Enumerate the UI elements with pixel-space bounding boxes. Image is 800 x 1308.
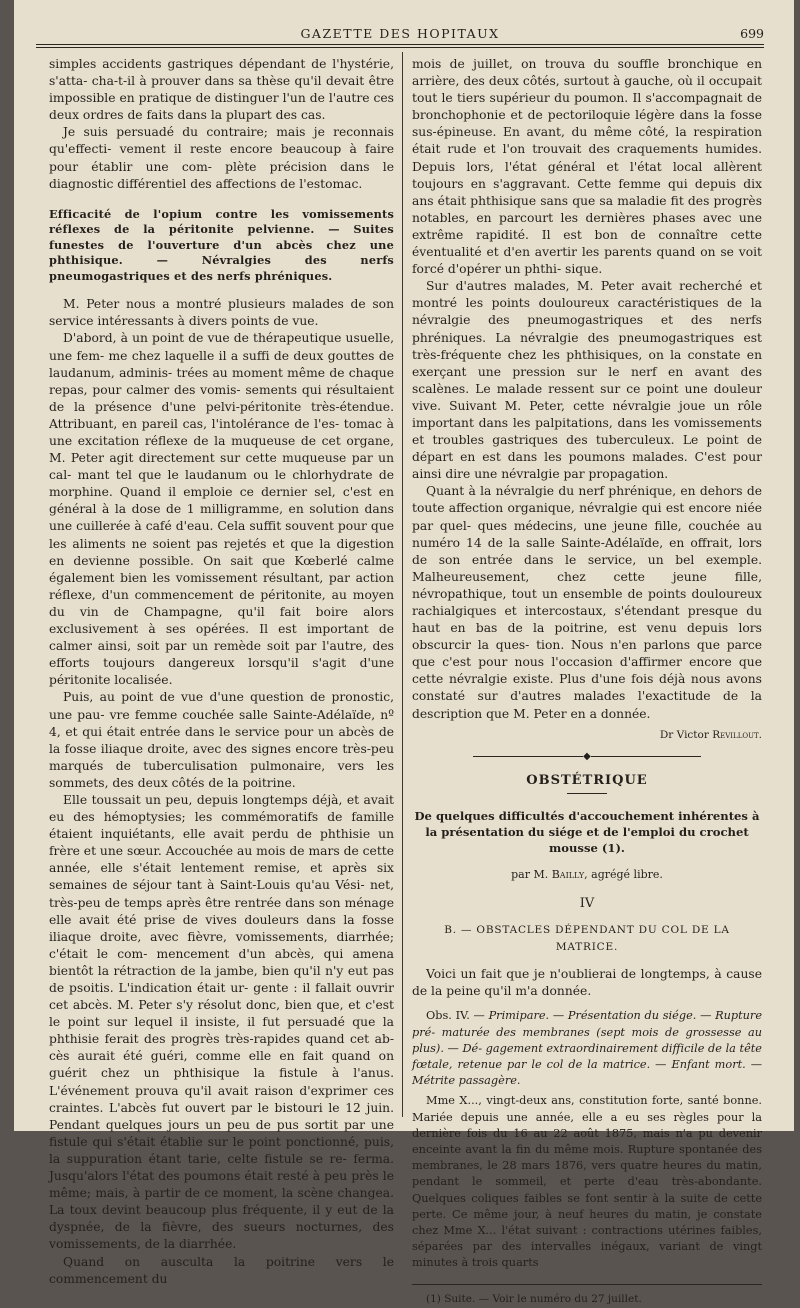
page-number: 699 bbox=[740, 26, 764, 41]
article-title: De quelques difficultés d'accouchement inhérentes à la présentation du siége et de l'emploi du crochet mousse (1). bbox=[414, 808, 760, 855]
page-header bbox=[36, 24, 764, 44]
subsection-heading: B. — OBSTACLES DÉPENDANT DU COL DE LA MATRICE. bbox=[444, 924, 730, 954]
paragraph: mois de juillet, on trouva du souffle bronchique en arrière, des deux côtés, surtout à gauche, où il occupait tout le tiers supérieur du poumon. Il s'accompagnait de bronchophonie et de pectoriloquie légère dans la fosse sus-épineuse. En avant, du même côté, la respiration était rude et l'on trouvait des craquements humides. Depuis lors, l'état général et l'état local allèrent toujours en s'aggravant. Cette femme qui depuis dix ans était phthisique sans que sa maladie fit des progrès notables, en parcourt les dernières phases avec une extrême rapidité. Il est bon de connaître cette éventualité et d'en avertir les parents quand on se voit forcé d'opérer un phthi- sique. bbox=[412, 57, 762, 277]
column-divider bbox=[402, 52, 403, 1117]
section-number: IV bbox=[579, 895, 595, 911]
paragraph: M. Peter nous a montré plusieurs malades de son service intéressants à divers points de vue. bbox=[49, 297, 394, 329]
paragraph: Quand on ausculta la poitrine vers le commencement du bbox=[49, 1254, 394, 1286]
byline-name: Bailly bbox=[551, 867, 585, 881]
ornament-separator: ◆ bbox=[412, 752, 762, 762]
signature-prefix: Dr Victor bbox=[659, 728, 709, 741]
paragraph: D'abord, à un point de vue de thérapeutique usuelle, une fem- me chez laquelle il a suffi de deux gouttes de laudanum, adminis- trées au moment même de chaque repas, pour calmer des vomis- sements qui résultaient de la présence d'une pelvi-péritonite très-étendue. Attribuant, en pareil cas, l'intolérance de l'es- tomac à une excitation réflexe de la muqueuse de cet organe, M. Peter agit directement sur cette muqueuse par un cal- mant tel que le laudanum ou le chlorhydrate de morphine. Quand il emploie ce dernier sel, c'est en général à la dose de 1 milligramme, en solution dans une cuillerée à café d'eau. Cela suffit souvent pour que les aliments ne soient pas rejetés et que la digestion en devienne possible. On sait que Kœberlé calme également bien les vomissement résultant, par action réflexe, d'un commencement de péritonite, au moyen du vin de Champagne, qu'il fait boire alors exclusivement à ses opérées. Il est important de calmer ainsi, soit par un remède soit par l'autre, des efforts toujours dangereux lorsqu'il s'agit d'une péritonite localisée. bbox=[49, 331, 394, 688]
rubric-rule bbox=[567, 793, 607, 794]
paragraph: Mme X..., vingt-deux ans, constitution forte, santé bonne. Mariée depuis une année, elle a eu ses règles pour la dernière fois du 16 au 22 août 1875, mais n'a pu devenir enceinte avant la fin du même mois. Rupture spontanée des membranes, le 28 mars 1876, vers quatre heures du matin, pendant le sommeil, et perte d'eau très-abondante. Quelques coliques faibles se font sentir à la suite de cette perte. Ce même jour, à neuf heures du matin, je constate chez Mme X... l'état suivant : contractions utérines faibles, séparées par des intervalles inégaux, variant de vingt minutes à trois quarts bbox=[412, 1094, 762, 1270]
paragraph: Sur d'autres malades, M. Peter avait recherché et montré les points douloureux caractéristiques de la névralgie des pneumogastriques et des nerfs phréniques. La névralgie des pneumogastriques est très-fréquente chez les phthisiques, on la constate en exerçant une pression sur le nerf en avant des scalènes. Le malade ressent sur ce point une douleur vive. Suivant M. Peter, cette névralgie joue un rôle important dans les palpitations, dans les vomissements et troubles gastriques des tuberculeux. Le point de départ en est dans les poumons malades. C'est pour ainsi dire une névralgie par propagation. bbox=[412, 279, 762, 482]
section-title: Efficacité de l'opium contre les vomissements réflexes de la péritonite pelvienne. — Suites funestes de l'ouverture d'un abcès chez une phthisique. — Névralgies des nerfs pneumogastriques et des nerfs phréniques. bbox=[49, 206, 394, 283]
paragraph: Je suis persuadé du contraire; mais je reconnais qu'effecti- vement il reste encore beaucoup à faire pour établir une com- plète précision dans le diagnostic différentiel des affections de l'estomac. bbox=[49, 125, 394, 191]
byline-suffix: , agrégé libre. bbox=[584, 867, 663, 881]
byline-prefix: par M. bbox=[511, 867, 549, 881]
footnote: (1) Suite. — Voir le numéro du 27 juillet. bbox=[426, 1292, 642, 1305]
header-rule bbox=[36, 44, 764, 48]
observation-label: Obs. IV. — bbox=[426, 1009, 489, 1023]
rubric-title: OBSTÉTRIQUE bbox=[526, 772, 648, 788]
signature-name: Revillout. bbox=[712, 728, 762, 741]
journal-title: GAZETTE DES HOPITAUX bbox=[300, 26, 500, 41]
paragraph: Voici un fait que je n'oublierai de longtemps, à cause de la peine qu'il m'a donnée. bbox=[412, 967, 762, 999]
paragraph: Quant à la névralgie du nerf phrénique, en dehors de toute affection organique, névralgie qui est encore niée par quel- ques médecins, une jeune fille, couchée au numéro 14 de la salle Sainte-Adélaïde, en offrait, lors de son entrée dans le service, un bel exemple. Malheureusement, chez cette jeune fille, névropathique, tout un ensemble de points douloureux rachialgiques et intercostaux, s'étendant presque du haut en bas de la poitrine, est venu depuis lors obscurcir la ques- tion. Nous n'en parlons que parce que c'est pour nous l'occasion d'affirmer encore que cette névralgie existe. Plus d'une fois déjà nous avons constaté sur d'autres malades l'exactitude de la description que M. Peter en a donnée. bbox=[412, 484, 762, 721]
footnote-rule bbox=[412, 1284, 762, 1285]
author-signature bbox=[412, 727, 762, 744]
paragraph: Elle toussait un peu, depuis longtemps déjà, et avait eu des hémoptysies; les commémoratifs de famille étaient inquiétants, elle avait perdu de phthisie un frère et une sœur. Accouchée au mois de mars de cette année, elle s'était lentement remise, et après six semaines de séjour tant à Saint-Louis qu'au Vési- net, très-peu de temps après être rentrée dans son ménage elle avait été prise de vives douleurs dans la fosse iliaque droite, avec fièvre, vomissements, diarrhée; c'était le com- mencement d'un abcès, qui amena bientôt la rétraction de la jambe, bien qu'il n'y eut pas de psoitis. L'indication était ur- gente : il fallait ouvrir cet abcès. M. Peter s'y résolut donc, bien que, et c'est le point sur lequel il insiste, il fut persuadé que la phthisie ferait des progrès très-rapides quand cet ab- cès aurait été guéri, comme elle en fait quand on guérit chez un phthisique la fistule à l'anus. L'événement prouva qu'il avait raison d'exprimer ces craintes. L'abcès fut ouvert par le bistouri le 12 juin. Pendant quelques jours un peu de pus sortit par une fistule qui s'était établie sur le point ponctionné, puis, la suppuration étant tarie, celte fistule se re- ferma. Jusqu'alors l'état des poumons était resté à peu près le même; mais, à partir de ce moment, la scène changea. La toux devint beaucoup plus fréquente, il y eut de la dyspnée, de la fièvre, des sueurs nocturnes, des vomissements, de la diarrhée. bbox=[49, 792, 394, 1252]
paragraph: Puis, au point de vue d'une question de pronostic, une pau- vre femme couchée salle Sainte-Adélaïde, nº 4, et qui était entrée dans le service pour un abcès de la fosse iliaque droite, avec des signes encore très-peu marqués de tuberculisation pulmonaire, vers les sommets, des deux côtés de la poitrine. bbox=[49, 690, 394, 790]
byline bbox=[412, 866, 762, 883]
observation-heading bbox=[412, 1008, 762, 1089]
right-column bbox=[412, 56, 762, 1308]
paragraph: simples accidents gastriques dépendant de l'hystérie, s'atta- cha-t-il à prouver dans sa thèse qu'il devait être impossible en pratique de distinguer l'un de l'autre ces deux ordres de faits dans la plupart des cas. bbox=[49, 57, 394, 123]
left-column bbox=[49, 56, 394, 1288]
newspaper-page bbox=[14, 0, 794, 1305]
observation-text: Primipare. — Présentation du siége. — Rupture pré- maturée des membranes (sept mois de grossesse au plus). — Dé- gagement extraordinairement difficile de la tête fœtale, retenue par le col de la matrice. — Enfant mort. — Métrite passagère. bbox=[412, 1009, 762, 1088]
